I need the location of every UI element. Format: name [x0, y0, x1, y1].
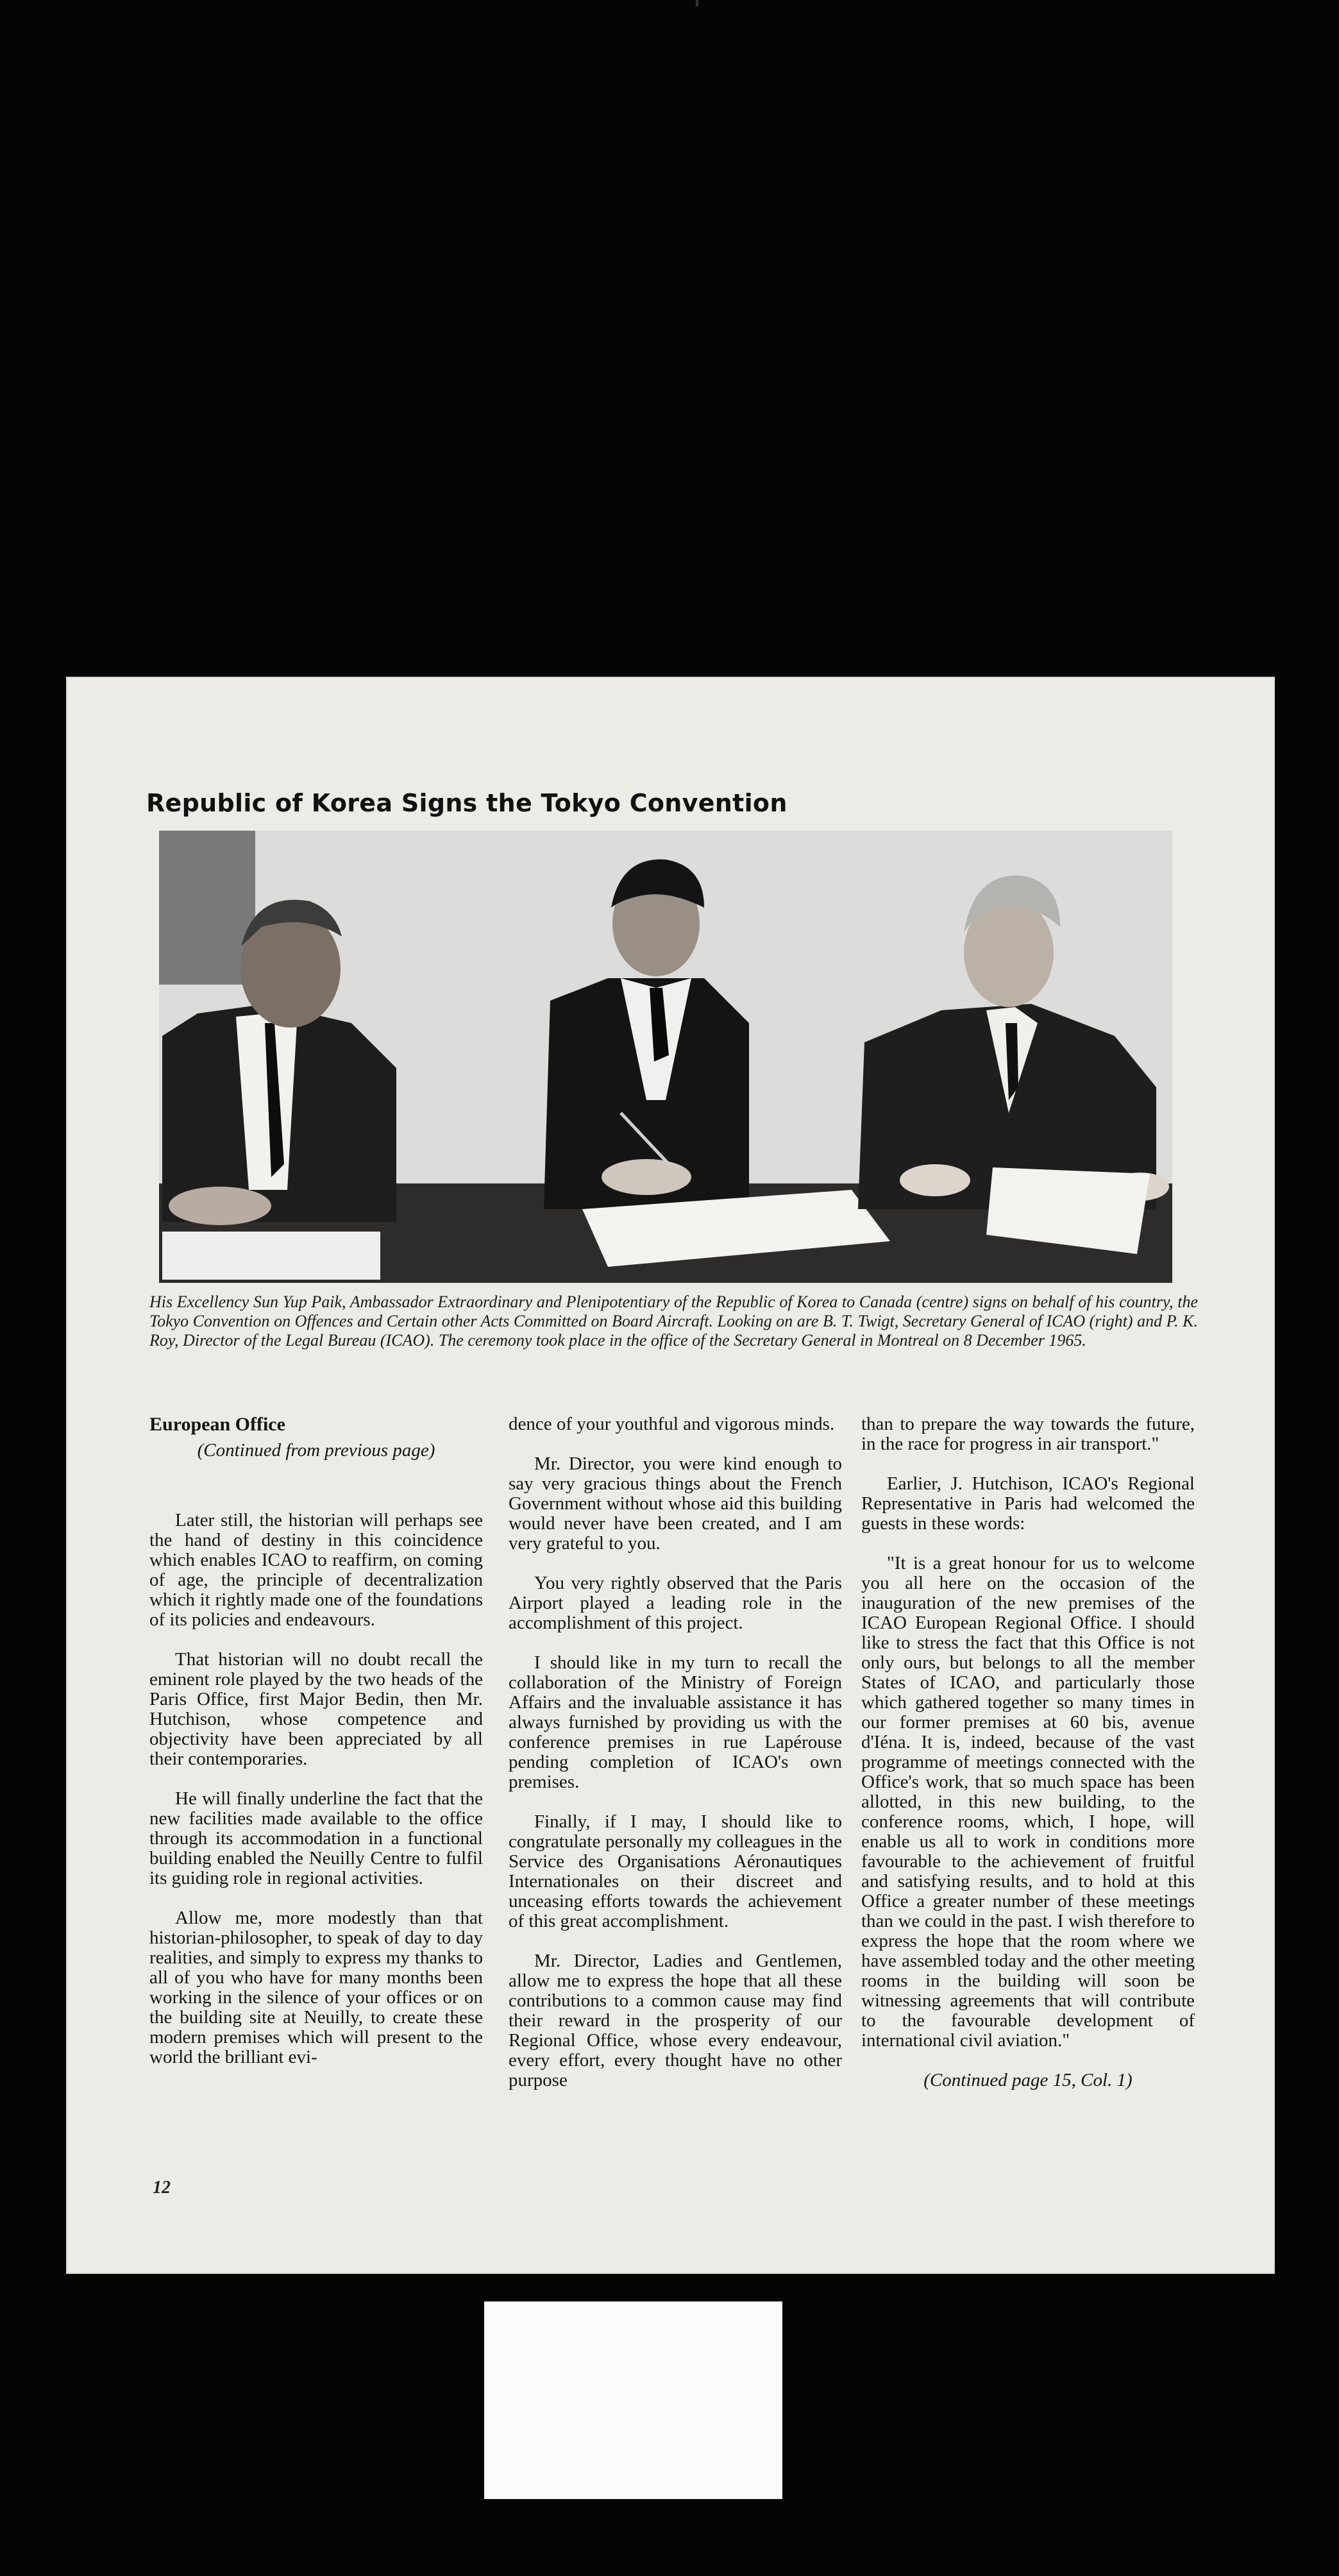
- paragraph: Earlier, J. Hutchison, ICAO's Regional Representative in Paris had welcomed the guests in these words:: [861, 1473, 1195, 1534]
- paragraph: Mr. Director, Ladies and Gentlemen, allow me to express the hope that all these contributions to a common cause may find their reward in the prosperity of our Regional Office, whose every endeavour, every effort, every thought have no other purpose: [509, 1951, 842, 2090]
- signing-ceremony-photo: [159, 831, 1172, 1283]
- text-column-1: [149, 1414, 483, 2087]
- photo-caption: His Excellency Sun Yup Paik, Ambassador Extraordinary and Plenipotentiary of the Republic of Korea to Canada (centre) signs on behalf of his country, the Tokyo Convention on Offences and Certain other Acts Committed on Board Aircraft. Looking on are B. T. Twigt, Secretary General of ICAO (right) and P. K. Roy, Director of the Legal Bureau (ICAO). The ceremony took place in the office of the Secretary General in Montreal on 8 December 1965.: [149, 1292, 1198, 1350]
- paragraph: than to prepare the way towards the future, in the race for progress in air transport.": [861, 1414, 1195, 1454]
- paragraph: That historian will no doubt recall the eminent role played by the two heads of the Paris Office, first Major Bedin, then Mr. Hutchison, whose competence and objectivity have been appreciated by all their contemporaries.: [149, 1649, 483, 1769]
- document-page: [66, 677, 1275, 2274]
- paragraph: "It is a great honour for us to welcome you all here on the occasion of the inauguration of the new premises of the ICAO European Regional Office. I should like to stress the fact that this Office is not only ours, but belongs to all the member States of ICAO, and particularly those which gathered together so many times in our former premises at 60 bis, avenue d'Iéna. It is, indeed, because of the vast programme of meetings connected with the Office's work, that so much space has been allotted, in this new building, to the conference rooms, which, I hope, will enable us all to work in conditions more favourable to the achievement of fruitful and satisfying results, and to hold at this Office a greater number of these meetings than we could in the past. I wish therefore to express the hope that the room where we have assembled today and the other meeting rooms in the building will soon be witnessing agreements that will contribute to the favourable development of international civil aviation.": [861, 1553, 1195, 2051]
- paragraph: He will finally underline the fact that the new facilities made available to the office through its accommodation in a functional building enabled the Neuilly Centre to fulfil its guiding role in regional activities.: [149, 1788, 483, 1888]
- paragraph: dence of your youthful and vigorous minds.: [509, 1414, 835, 1434]
- continued-on-note: (Continued page 15, Col. 1): [923, 2070, 1133, 2090]
- page-number: 12: [153, 2178, 171, 2198]
- text-column-3: [861, 1414, 1195, 2110]
- paragraph: Mr. Director, you were kind enough to say very gracious things about the French Government without whose aid this building would never have been created, and I am very grateful to you.: [509, 1453, 842, 1554]
- scan-speck: [696, 0, 698, 6]
- text-column-2: [509, 1414, 842, 2110]
- paragraph: I should like in my turn to recall the collaboration of the Ministry of Foreign Affairs and the invaluable assistance it has always furnished by providing us with the conference premises in rue Lapérouse pending completion of ICAO's own premises.: [509, 1652, 842, 1792]
- paragraph: Later still, the historian will perhaps see the hand of destiny in this coincidence which enables ICAO to reaffirm, on coming of age, the principle of decentralization which it rightly made one of the foundations of its policies and endeavours.: [149, 1510, 483, 1630]
- article-title: Republic of Korea Signs the Tokyo Convention: [146, 789, 787, 817]
- continued-from-note: (Continued from previous page): [197, 1440, 435, 1461]
- paragraph: Allow me, more modestly than that historian-philosopher, to speak of day to day realities, and simply to express my thanks to all of you who have for many months been working in the silence of your offices or on the building site at Neuilly, to create these modern premises which will present to the world the brilliant evi-: [149, 1908, 483, 2067]
- blank-card: [484, 2301, 782, 2499]
- paragraph: You very rightly observed that the Paris Airport played a leading role in the accomplishment of this project.: [509, 1573, 842, 1633]
- paragraph: Finally, if I may, I should like to congratulate personally my colleagues in the Service des Organisations Aéronautiques Internationales on their discreet and unceasing efforts towards the achievement of this great accomplishment.: [509, 1811, 842, 1931]
- section-heading: European Office: [149, 1414, 285, 1435]
